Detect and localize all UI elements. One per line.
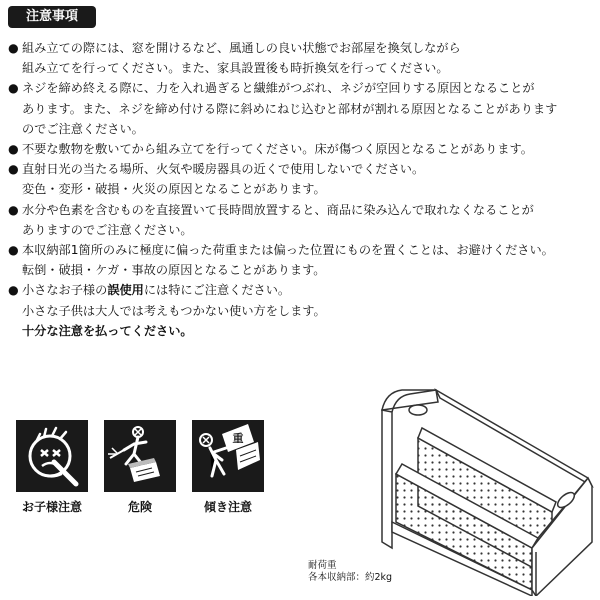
danger-icon xyxy=(104,420,176,492)
tilt-caution-icon xyxy=(192,420,264,492)
note-line: のでご注意ください。 xyxy=(22,121,144,136)
note-load xyxy=(8,240,596,280)
note-moisture xyxy=(8,200,596,240)
note-line: 水分や色素を含むものを直接置いて長時間放置すると、商品に染み込んで取れなくなることが xyxy=(22,202,534,217)
note-emphasis: 注意 xyxy=(58,323,83,338)
bullet: ● xyxy=(8,162,19,177)
note-line: 小さな子供は大人では考えもつかない使い方をします。 xyxy=(22,303,326,318)
notes-list xyxy=(8,38,596,341)
note-screws xyxy=(8,78,596,139)
note-line: 組み立ての際には、窓を開けるなど、風通しの良い状態でお部屋を換気しながら xyxy=(22,41,461,55)
note-line xyxy=(22,280,596,300)
note-text: には特にご注意ください。 xyxy=(143,283,291,298)
note-text: 小さなお子様の xyxy=(22,283,108,298)
note-line: 不要な敷物を敷いてから組み立てを行ってください。床が傷つく原因となることがあります。 xyxy=(22,142,533,157)
note-line: あります。また、ネジを締め付ける際に斜めにねじ込むと部材が割れる原因となることがあります xyxy=(22,101,558,116)
note-line: 変色・変形・破損・火災の原因となることがあります。 xyxy=(22,182,326,197)
note-line: 組み立てを行ってください。また、家具設置後も時折換気を行ってください。 xyxy=(22,61,449,76)
bullet: ● xyxy=(8,41,19,55)
note-text: 十分な xyxy=(22,323,59,338)
note-floor xyxy=(8,139,596,159)
note-sunlight xyxy=(8,159,596,199)
bullet: ● xyxy=(8,243,19,258)
bullet: ● xyxy=(8,81,19,96)
bullet: ● xyxy=(8,142,19,157)
note-ventilation xyxy=(8,38,596,78)
bullet: ● xyxy=(8,283,19,298)
note-text: を払ってください。 xyxy=(82,323,193,338)
note-line: 直射日光の当たる場所、火気や暖房器具の近くで使用しないでください。 xyxy=(22,162,425,177)
note-line: ありますのでご注意ください。 xyxy=(22,222,193,237)
note-line: ネジを締め終える際に、力を入れ過ぎると繊維がつぶれ、ネジが空回りする原因となることが xyxy=(22,81,535,96)
load-capacity-title: 耐荷重 xyxy=(308,560,337,571)
note-emphasis: 誤使用 xyxy=(107,283,144,298)
child-caution-label: お子様注意 xyxy=(21,500,82,514)
note-line xyxy=(22,321,596,341)
note-children xyxy=(8,280,596,341)
bullet: ● xyxy=(8,202,19,217)
section-title-badge: 注意事項 xyxy=(8,6,96,28)
shelf-illustration xyxy=(352,382,598,600)
note-line: 転倒・破損・ケガ・事故の原因となることがあります。 xyxy=(22,263,326,278)
tilt-caution-label: 傾き注意 xyxy=(203,500,252,514)
tilt-icon-weight-glyph: 重 xyxy=(232,432,244,445)
child-caution-icon xyxy=(16,420,88,492)
note-line: 本収納部1箇所のみに極度に偏った荷重または偏った位置にものを置くことは、お避けください。 xyxy=(22,243,554,258)
load-capacity-value: 各本収納部：約2kg xyxy=(308,572,393,583)
danger-label: 危険 xyxy=(127,500,152,514)
